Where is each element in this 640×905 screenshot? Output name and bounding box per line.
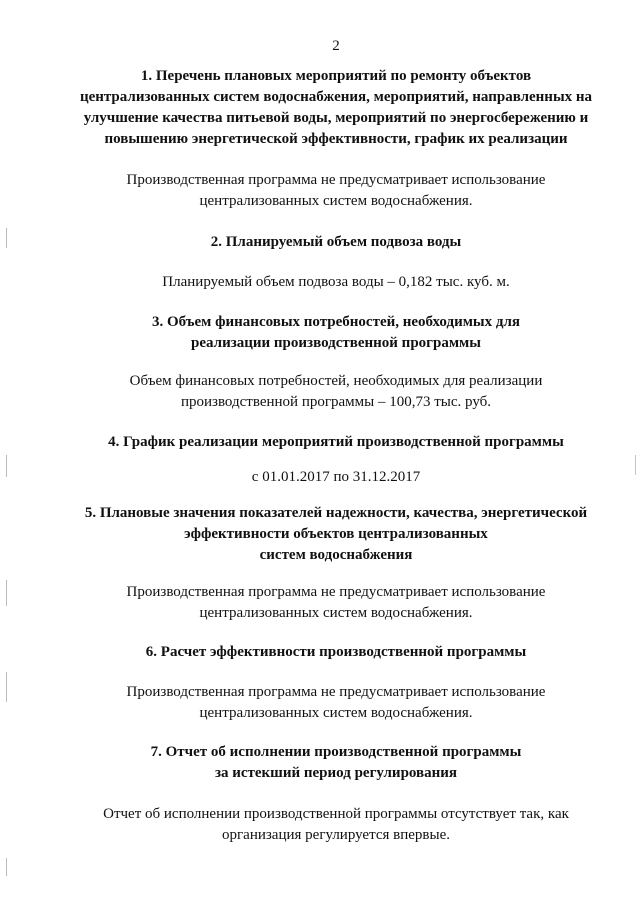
- body-line: производственной программы – 100,73 тыс. руб.: [180, 394, 492, 410]
- section-5-heading: [70, 503, 602, 566]
- heading-line: централизованных систем водоснабжения, мероприятий, направленных на: [79, 89, 593, 105]
- section-2-body: [70, 272, 602, 293]
- scan-edge-mark: [6, 455, 7, 477]
- heading-line: 4. График реализации мероприятий производственной программы: [108, 434, 564, 450]
- body-line: Производственная программа не предусматривает использование: [126, 172, 546, 188]
- scan-edge-mark: [6, 672, 7, 702]
- section-5-body: [70, 582, 602, 624]
- scan-edge-mark: [6, 228, 7, 248]
- body-line: централизованных систем водоснабжения.: [199, 193, 473, 209]
- body-line: Производственная программа не предусматривает использование: [126, 584, 546, 600]
- body-line: с 01.01.2017 по 31.12.2017: [251, 469, 421, 485]
- heading-line: систем водоснабжения: [259, 547, 413, 563]
- section-1-heading: [70, 66, 602, 150]
- section-1-body: [70, 170, 602, 212]
- scan-edge-mark: [635, 455, 636, 475]
- heading-line: повышению энергетической эффективности, график их реализации: [104, 131, 568, 147]
- body-line: Планируемый объем подвоза воды – 0,182 тыс. куб. м.: [162, 274, 510, 290]
- page-number: 2: [332, 38, 340, 54]
- section-2-heading: [70, 232, 602, 253]
- section-3-heading: [70, 312, 602, 354]
- heading-line: 3. Объем финансовых потребностей, необходимых для: [151, 314, 521, 330]
- section-6-body: [70, 682, 602, 724]
- heading-line: 1. Перечень плановых мероприятий по ремонту объектов: [140, 68, 532, 84]
- body-line: Производственная программа не предусматривает использование: [126, 684, 546, 700]
- section-4-heading: [70, 432, 602, 453]
- body-line: организация регулируется впервые.: [222, 827, 450, 843]
- body-line: Объем финансовых потребностей, необходимых для реализации: [129, 373, 543, 389]
- section-6-heading: [70, 642, 602, 663]
- scan-edge-mark: [6, 580, 7, 606]
- heading-line: 6. Расчет эффективности производственной программы: [145, 644, 527, 660]
- section-3-body: [70, 371, 602, 413]
- heading-line: за истекший период регулирования: [214, 765, 458, 781]
- heading-line: эффективности объектов централизованных: [184, 526, 488, 542]
- heading-line: реализации производственной программы: [191, 335, 481, 351]
- scan-edge-mark: [6, 858, 7, 876]
- body-line: централизованных систем водоснабжения.: [199, 605, 473, 621]
- heading-line: улучшение качества питьевой воды, мероприятий по энергосбережению и: [83, 110, 589, 126]
- heading-line: 7. Отчет об исполнении производственной программы: [150, 744, 522, 760]
- section-7-body: [70, 804, 602, 846]
- heading-line: 5. Плановые значения показателей надежности, качества, энергетической: [84, 505, 588, 521]
- section-7-heading: [70, 742, 602, 784]
- heading-line: 2. Планируемый объем подвоза воды: [210, 234, 462, 250]
- body-line: централизованных систем водоснабжения.: [199, 705, 473, 721]
- section-4-body: [70, 467, 602, 488]
- body-line: Отчет об исполнении производственной программы отсутствует так, как: [103, 806, 569, 822]
